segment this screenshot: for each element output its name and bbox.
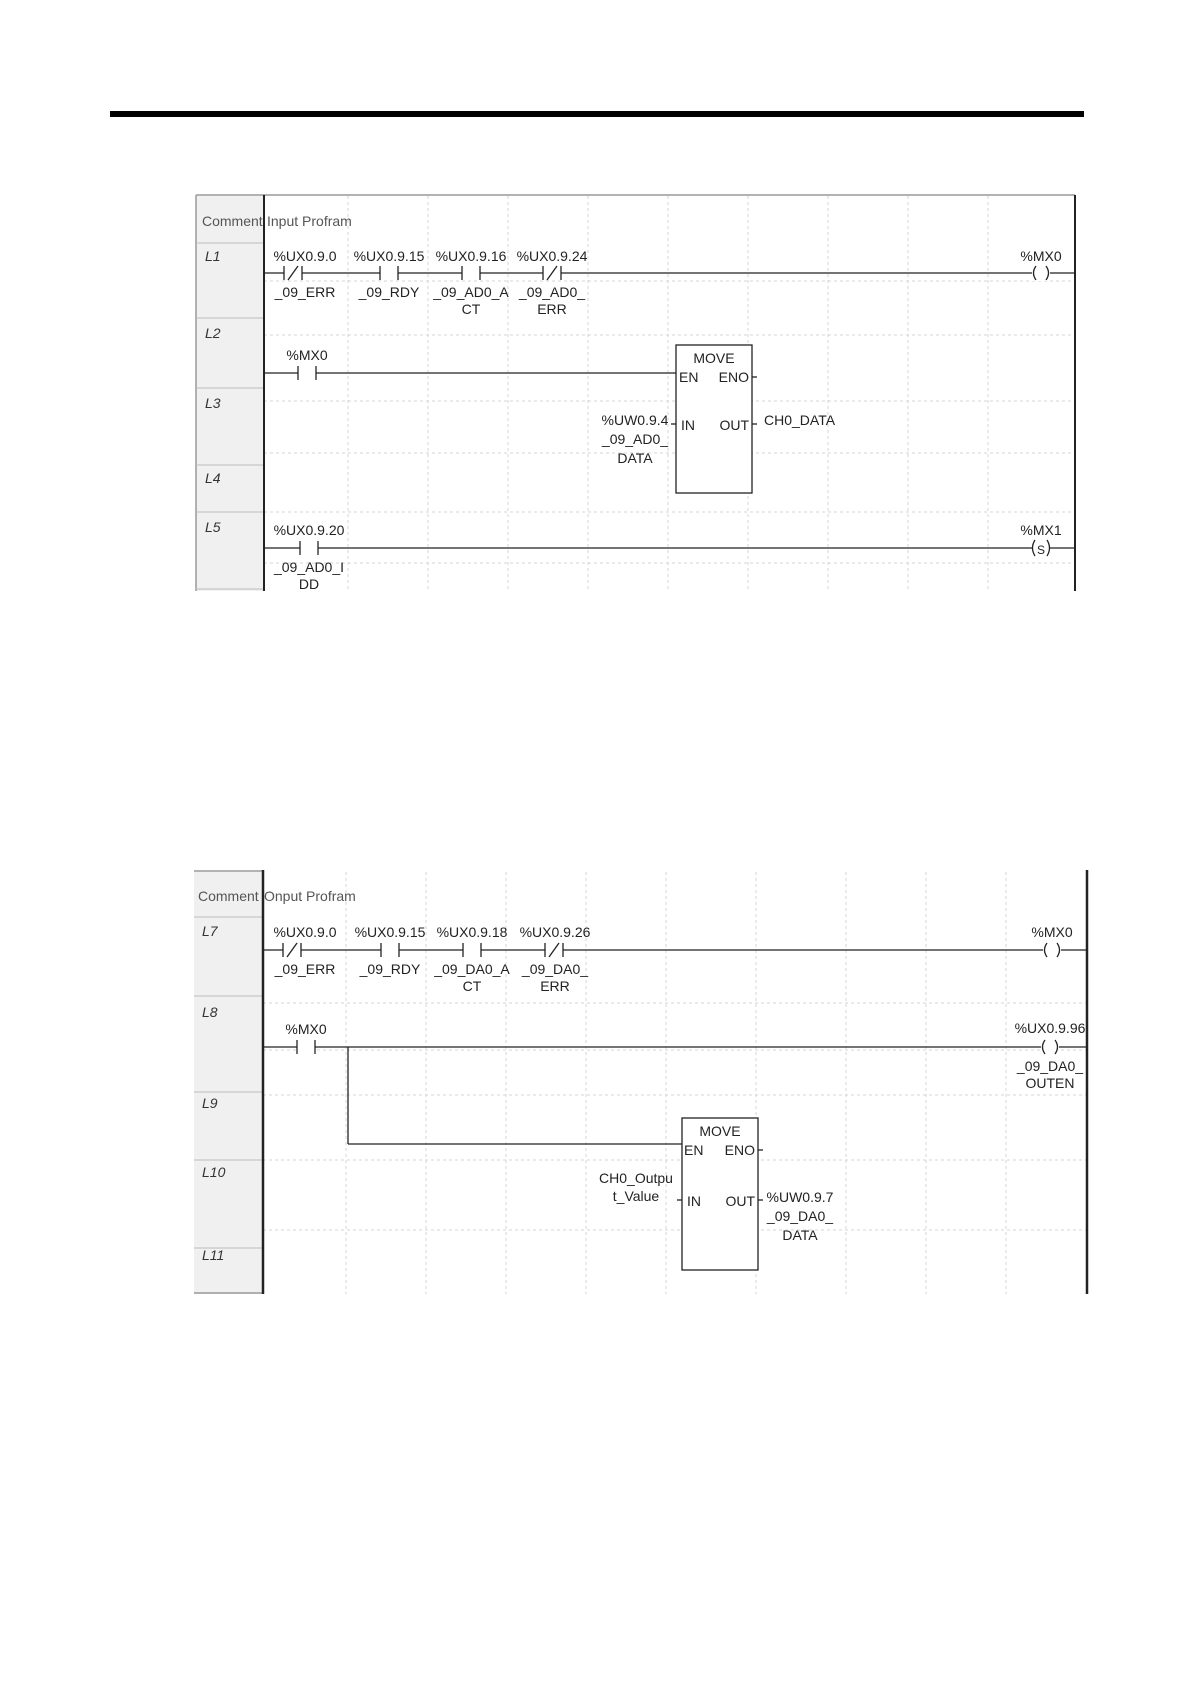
ladder-diagram-output [194, 870, 1087, 1294]
contact-name: _09_RDY [359, 961, 421, 977]
input-variable-line2: t_Value [612, 1188, 660, 1204]
set-coil-symbol: S [1036, 543, 1046, 557]
pin-out: OUT [725, 1193, 755, 1209]
move-function-block[interactable] [671, 345, 757, 493]
nc-contact[interactable] [545, 943, 563, 957]
input-variable-line3: DATA [617, 450, 653, 466]
output-coil[interactable] [1041, 1039, 1059, 1055]
block-name: MOVE [693, 350, 735, 366]
no-contact[interactable] [297, 1040, 315, 1054]
set-coil[interactable] [1032, 539, 1050, 557]
nc-contact[interactable] [284, 266, 302, 280]
input-variable: %UW0.9.4 [601, 412, 669, 428]
pin-in: IN [681, 417, 695, 433]
comment-text: Onput Profram [264, 888, 356, 904]
contact-address: %UX0.9.15 [353, 248, 425, 264]
contact-address: %UX0.9.16 [435, 248, 507, 264]
no-contact[interactable] [381, 943, 399, 957]
coil-name-line2: OUTEN [1025, 1075, 1075, 1091]
output-coil[interactable] [1032, 265, 1050, 281]
contact-address: %UX0.9.18 [436, 924, 508, 940]
no-contact[interactable] [300, 541, 318, 555]
pin-en: EN [684, 1142, 704, 1158]
output-variable-line2: _09_DA0_ [766, 1208, 834, 1224]
contact-name-line2: DD [298, 576, 320, 592]
output-variable-line3: DATA [782, 1227, 818, 1243]
row-label-l8: L8 [202, 1004, 218, 1020]
contact-address: %UX0.9.0 [273, 924, 337, 940]
output-coil[interactable] [1043, 942, 1061, 958]
contact-name: _09_DA0_ [521, 961, 589, 977]
contact-name-line2: CT [462, 978, 482, 994]
contact-address: %MX0 [285, 1021, 327, 1037]
contact-name-line2: ERR [540, 978, 570, 994]
pin-in: IN [687, 1193, 701, 1209]
row-label-l11: L11 [202, 1247, 225, 1263]
block-name: MOVE [699, 1123, 741, 1139]
output-variable: %UW0.9.7 [766, 1189, 834, 1205]
contact-address: %UX0.9.26 [519, 924, 591, 940]
coil-address: %MX0 [1031, 924, 1073, 940]
row-label-l10: L10 [202, 1164, 226, 1180]
contact-address: %UX0.9.15 [354, 924, 426, 940]
contact-name: _09_DA0_A [434, 961, 510, 977]
input-variable-line2: _09_AD0_ [601, 431, 669, 447]
row-label-l5: L5 [205, 519, 221, 535]
move-function-block[interactable] [677, 1118, 763, 1270]
contact-address: %MX0 [286, 347, 328, 363]
no-contact[interactable] [463, 943, 481, 957]
pin-eno: ENO [718, 369, 749, 385]
row-label-l9: L9 [202, 1095, 218, 1111]
contact-address: %UX0.9.20 [273, 522, 345, 538]
pin-eno: ENO [724, 1142, 755, 1158]
nc-contact[interactable] [543, 266, 561, 280]
input-variable: CH0_Outpu [599, 1170, 673, 1186]
comment-text: Input Profram [267, 213, 352, 229]
pin-out: OUT [719, 417, 749, 433]
contact-name: _09_AD0_ [518, 284, 586, 300]
coil-address: %MX1 [1020, 522, 1062, 538]
comment-label: Comment [202, 213, 263, 229]
row-label-l4: L4 [205, 470, 221, 486]
contact-name: _09_ERR [274, 961, 336, 977]
contact-address: %UX0.9.0 [273, 248, 337, 264]
no-contact[interactable] [380, 266, 398, 280]
no-contact[interactable] [298, 366, 316, 380]
contact-name: _09_AD0_A [433, 284, 509, 300]
comment-label: Comment [198, 888, 259, 904]
pin-en: EN [679, 369, 699, 385]
row-label-l1: L1 [205, 248, 221, 264]
coil-name: _09_DA0_ [1016, 1058, 1084, 1074]
coil-address: %MX0 [1020, 248, 1062, 264]
contact-address: %UX0.9.24 [516, 248, 588, 264]
contact-name-line2: ERR [537, 301, 567, 317]
contact-name: _09_ERR [274, 284, 336, 300]
coil-address: %UX0.9.96 [1014, 1020, 1086, 1036]
ladder-diagram-input [196, 195, 1075, 592]
contact-name-line2: CT [461, 301, 481, 317]
row-label-l3: L3 [205, 395, 221, 411]
no-contact[interactable] [462, 266, 480, 280]
row-label-l7: L7 [202, 923, 218, 939]
contact-name: _09_AD0_I [273, 559, 345, 575]
contact-name: _09_RDY [358, 284, 420, 300]
nc-contact[interactable] [283, 943, 301, 957]
output-variable: CH0_DATA [764, 412, 836, 428]
row-label-l2: L2 [205, 325, 221, 341]
